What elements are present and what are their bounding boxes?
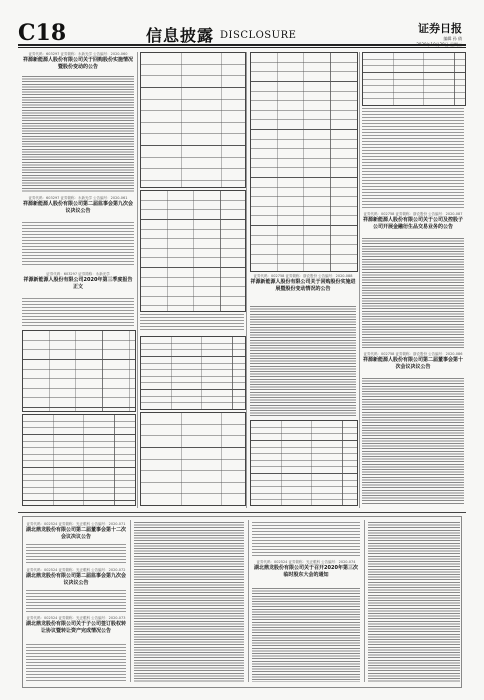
notice-code: 证券代码：002758 证券简称：浙农股份 公告编号：2020-086: [363, 352, 463, 356]
masthead-date: 2020年10月28日 星期三: [416, 42, 462, 47]
notice-title: 祥源新能源人股份有限公司2020年第三季度报告正文: [23, 277, 133, 290]
data-table: [140, 52, 246, 188]
notice-title: 湖北鼎龙股份有限公司关于召开2020年第三次临时股东大会的通知: [254, 565, 358, 578]
notice-body-text: [26, 544, 126, 564]
notice-heading: [22, 196, 134, 215]
notice-code: 证券代码：002524 证券简称：光正眼科 公告编号：2020-074: [256, 560, 356, 564]
notice-heading: [362, 212, 464, 231]
section-subtitle: DISCLOSURE: [220, 30, 297, 41]
notice-heading: [26, 568, 126, 587]
notice-body-text: [362, 378, 464, 504]
data-table: [22, 330, 136, 412]
notice-title: 祥源新能源人股份有限公司第二届董事会第十次会议决议公告: [362, 357, 463, 370]
notice-body-text: [26, 590, 126, 612]
data-table: [22, 414, 136, 506]
data-table: [140, 336, 246, 410]
notice-code: 证券代码：603297 证券简称：永新光学 公告编号：2020-061: [28, 196, 128, 200]
notice-heading: [22, 52, 134, 71]
data-table: [362, 52, 466, 106]
notice-code: 证券代码：002758 证券简称：浙农股份 公告编号：2020-088: [253, 274, 353, 278]
data-table: [250, 52, 358, 272]
notice-heading: [362, 352, 464, 371]
column-divider: [137, 52, 138, 508]
page-number: C18: [18, 20, 67, 46]
data-table: [140, 190, 246, 312]
notice-body-text: [252, 588, 360, 682]
notice-title: 祥源新能源人股份有限公司关于回购股份实施进展暨股份变动情况的公告: [250, 279, 356, 292]
notice-code: 证券代码：002524 证券简称：光正眼科 公告编号：2020-073: [26, 616, 126, 620]
notice-body-text: [22, 76, 134, 192]
header-rule-thin: [18, 47, 466, 48]
column-divider: [246, 52, 247, 508]
notice-body-text: [250, 306, 356, 416]
notice-heading: [252, 560, 360, 579]
notice-title: 祥源新能源人股份有限公司第二届监事会第九次会议决议公告: [22, 201, 133, 214]
notice-body-text: [252, 522, 360, 556]
notice-body-text: [362, 108, 464, 208]
column-divider: [359, 52, 360, 508]
notice-title: 湖北鼎龙股份有限公司第二届监事会第九次会议决议公告: [26, 573, 127, 586]
notice-heading: [26, 522, 126, 541]
notice-body-text: [140, 314, 244, 332]
notice-body-text: [362, 238, 464, 348]
notice-heading: [22, 272, 134, 291]
masthead-editor: 编辑 孙 倩: [443, 36, 462, 41]
notice-heading: [26, 616, 126, 635]
notice-body-text: [22, 222, 134, 266]
data-table: [140, 412, 246, 506]
band-rule: [18, 512, 466, 513]
notice-body-text: [22, 298, 134, 326]
notice-heading: [250, 274, 356, 293]
section-title: 信息披露: [146, 26, 215, 45]
notice-body-text: [368, 522, 460, 682]
notice-title: 湖北鼎龙股份有限公司第二届董事会第十二次会议决议公告: [26, 527, 127, 540]
notice-title: 祥源新能源人股份有限公司关于回购股份实施情况暨股份变动的公告: [22, 57, 133, 70]
notice-body-text: [26, 644, 126, 682]
notice-code: 证券代码：603297 证券简称：永新光学 公告编号：2020-060: [28, 52, 128, 56]
notice-title: 湖北鼎龙股份有限公司关于子公司签订股权转让协议暨转让资产完成情况公告: [26, 621, 127, 634]
notice-code: 证券代码：002758 证券简称：浙农股份 公告编号：2020-087: [363, 212, 463, 216]
data-table: [250, 420, 358, 506]
header-rule: [18, 44, 466, 46]
notice-code: 证券代码：002524 证券简称：光正眼科 公告编号：2020-071: [26, 522, 126, 526]
notice-body-text: [134, 522, 244, 682]
notice-code: 证券代码：603297 证券简称：永新光学: [46, 272, 110, 276]
notice-title: 祥源新能源人股份有限公司关于公司及控股子公司开展金融衍生品交易业务的公告: [362, 217, 463, 230]
newspaper-logo: 证券日报: [418, 22, 462, 35]
notice-code: 证券代码：002524 证券简称：光正眼科 公告编号：2020-072: [26, 568, 126, 572]
